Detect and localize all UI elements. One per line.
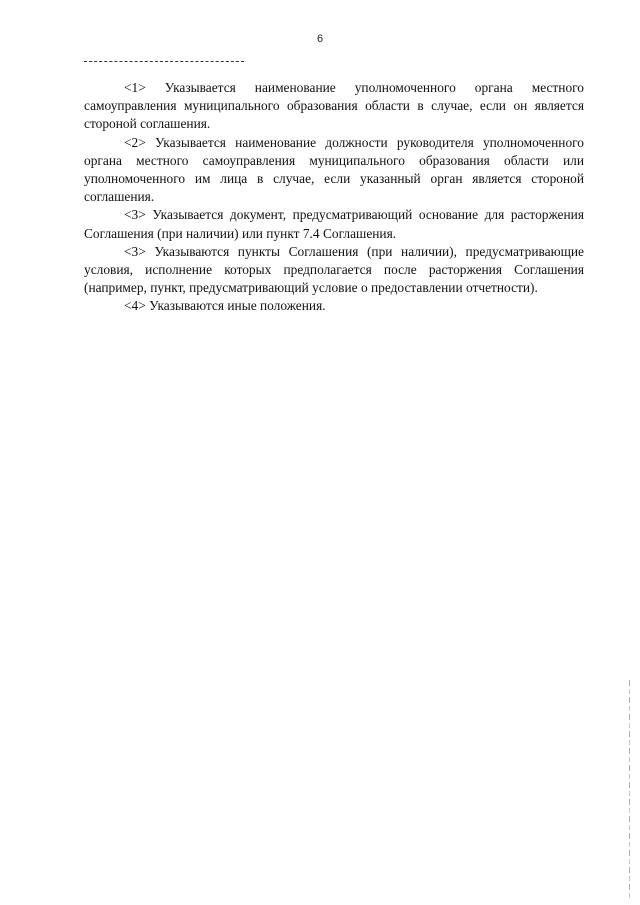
footnote-3-duplicate: <3> Указываются пункты Соглашения (при наличии), предусматривающие условия, исполнение которых предполагается после расторжения Соглашения (например, пункт, предусматривающий условие о предоставлении отчетности). (84, 243, 584, 296)
footnote-1: <1> Указывается наименование уполномоченного органа местного самоуправления муниципального образования области в случае, если он является стороной соглашения. (84, 80, 584, 132)
footnote-separator (84, 61, 244, 62)
footnote-4: <4> Указываются иные положения. (124, 298, 326, 314)
page-number: 6 (316, 33, 324, 45)
footnotes-section (84, 79, 584, 316)
scan-edge-mark (629, 680, 630, 900)
footnote-3: <3> Указывается документ, предусматривающий основание для расторжения Соглашения (при наличии) или пункт 7.4 Соглашения. (84, 207, 584, 241)
footnote-2: <2> Указывается наименование должности руководителя уполномоченного органа местного самоуправления муниципального образования области или уполномоченного им лица в случае, если указанный орган является стороной соглашения. (84, 134, 584, 205)
